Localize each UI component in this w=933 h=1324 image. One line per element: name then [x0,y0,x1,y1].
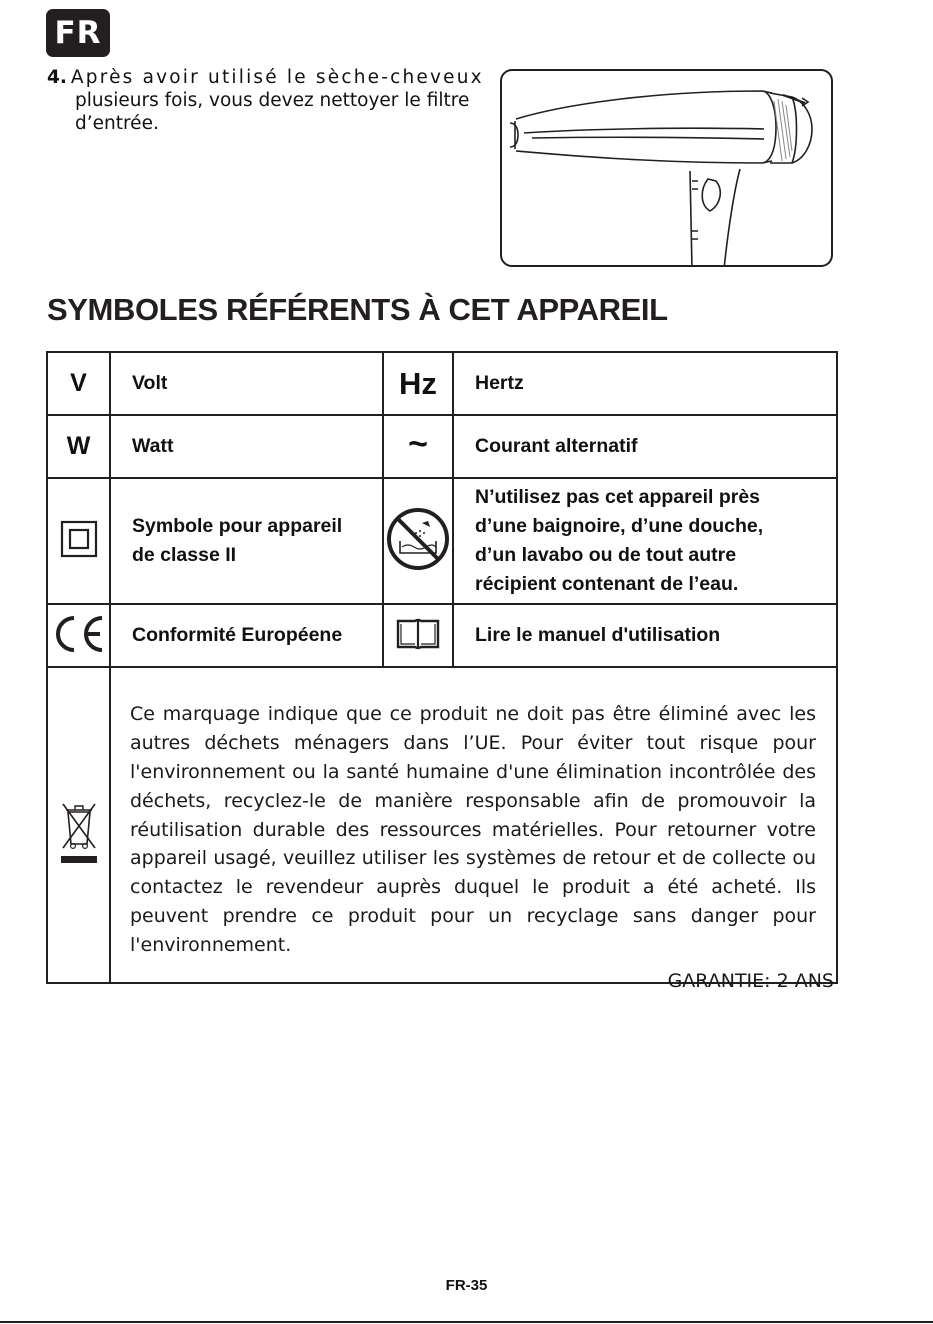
class-ii-label-line-1: Symbole pour appareil [132,515,343,537]
class-ii-cell [47,478,110,604]
language-badge: FR [46,9,110,57]
table-row [47,667,837,983]
water-warning-line-1: N’utilisez pas cet appareil près [475,486,761,508]
table-row [47,415,837,478]
hertz-label: Hertz [453,352,837,415]
watt-symbol [47,415,110,478]
step-text-line-2: plusieurs fois, vous devez nettoyer le filtre [75,90,470,111]
hertz-symbol-text: Hz [399,365,437,401]
no-shower-bath-icon [386,507,450,571]
hertz-symbol [383,352,453,415]
ac-symbol [383,415,453,478]
volt-symbol-text: V [70,369,87,397]
table-row [47,478,837,604]
water-warning-label [453,478,837,604]
symbols-table [46,351,838,984]
ac-label: Courant alternatif [453,415,837,478]
step-text-line-1: Après avoir utilisé le sèche-cheveux [70,67,484,88]
crossed-bin-icon [58,800,100,866]
water-warning-line-4: récipient contenant de l’eau. [475,573,739,595]
ac-symbol-text: ~ [408,425,428,463]
ce-label: Conformité Européene [110,604,383,667]
hair-dryer-icon [502,71,833,267]
volt-symbol [47,352,110,415]
ce-mark-cell [47,604,110,667]
class-ii-label-line-2: de classe II [132,544,237,566]
step-number: 4. [47,67,67,88]
water-warning-line-3: d’un lavabo ou de tout autre [475,544,737,566]
ce-mark-icon [52,614,106,654]
table-row [47,352,837,415]
water-warning-line-2: d’une baignoire, d’une douche, [475,515,764,537]
weee-cell [47,667,110,983]
hair-dryer-illustration [500,69,833,267]
step-4-instruction [47,66,493,135]
warranty-text: GARANTIE: 2 ANS [667,970,834,992]
watt-symbol-text: W [66,432,91,460]
water-warning-cell [383,478,453,604]
step-text-line-3: d’entrée. [75,113,159,134]
class-ii-icon [59,519,99,559]
page-number: FR-35 [445,1277,488,1294]
manual-book-icon [395,617,441,651]
manual-cell [383,604,453,667]
manual-label: Lire le manuel d'utilisation [453,604,837,667]
section-title: SYMBOLES RÉFÉRENTS À CET APPAREIL [47,292,668,327]
watt-label: Watt [110,415,383,478]
bottom-divider [0,1321,933,1323]
table-row [47,604,837,667]
weee-disposal-text: Ce marquage indique que ce produit ne doit pas être éliminé avec les autres déchets ménagers dans l’UE. Pour éviter tout risque pour l'environnement ou la santé humaine d'une élimination incontrôlée des déchets, recyclez-le de manière responsable afin de promouvoir la réutilisation durable des ressources matérielles. Pour retourner votre appareil usagé, veuillez utiliser les systèmes de retour et de collecte ou contactez le revendeur auprès duquel le produit a été acheté. Ils peuvent prendre ce produit pour un recyclage sans danger pour l'environnement. [110,667,837,983]
class-ii-label [110,478,383,604]
volt-label: Volt [110,352,383,415]
